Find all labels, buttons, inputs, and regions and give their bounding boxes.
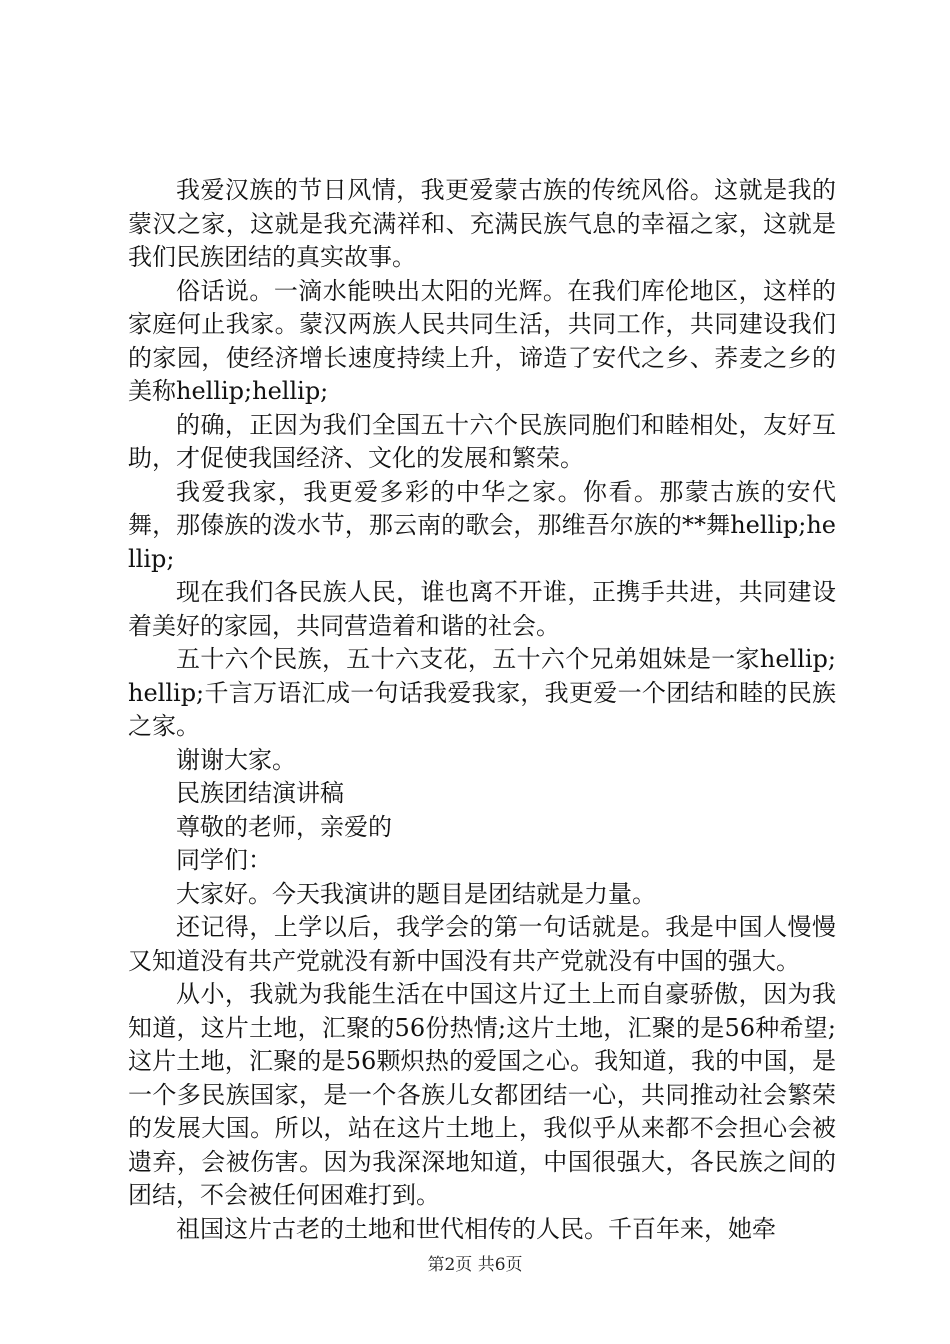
paragraph: 五十六个民族，五十六支花，五十六个兄弟姐妹是一家hellip;hellip;千言万语汇成一句话我爱我家，我更爱一个团结和睦的民族之家。: [128, 645, 836, 740]
paragraph: 的确，正因为我们全国五十六个民族同胞们和睦相处，友好互助，才促使我国经济、文化的发展和繁荣。: [128, 410, 836, 472]
paragraph: 现在我们各民族人民，谁也离不开谁，正携手共进，共同建设着美好的家园，共同营造着和谐的社会。: [128, 578, 836, 640]
paragraph: 俗话说。一滴水能映出太阳的光辉。在我们库伦地区，这样的家庭何止我家。蒙汉两族人民共同生活，共同工作，共同建设我们的家园，使经济增长速度持续上升，谛造了安代之乡、荞麦之乡的美称hellip;hellip;: [128, 276, 836, 405]
salutation-line: 同学们：: [176, 846, 272, 874]
paragraph: 祖国这片古老的土地和世代相传的人民。千百年来，她牵: [176, 1214, 776, 1243]
paragraph: 我爱我家，我更爱多彩的中华之家。你看。那蒙古族的安代舞，那傣族的泼水节，那云南的歌会，那维吾尔族的**舞hellip;hellip;: [128, 477, 836, 573]
paragraph: 大家好。今天我演讲的题目是团结就是力量。: [176, 879, 656, 908]
speech-title: 民族团结演讲稿: [176, 779, 344, 807]
paragraph: 谢谢大家。: [176, 745, 296, 774]
document-body: [128, 174, 836, 1246]
paragraph: 我爱汉族的节日风情，我更爱蒙古族的传统风俗。这就是我的蒙汉之家，这就是我充满祥和、充满民族气息的幸福之家，这就是我们民族团结的真实故事。: [128, 176, 836, 271]
salutation-line: 尊敬的老师，亲爱的: [176, 812, 392, 841]
paragraph: 从小，我就为我能生活在中国这片辽土上而自豪骄傲，因为我知道，这片土地，汇聚的56份热情;这片土地，汇聚的是56种希望;这片土地，汇聚的是56颗炽热的爱国之心。我知道，我的中国，是一个多民族国家，是一个各族儿女都团结一心，共同推动社会繁荣的发展大国。所以，站在这片土地上，我似乎从来都不会担心会被遗弃，会被伤害。因为我深深地知道，中国很强大，各民族之间的团结，不会被任何困难打到。: [128, 980, 836, 1209]
page-number: 第2页 共6页: [427, 1255, 523, 1275]
paragraph: 还记得，上学以后，我学会的第一句话就是。我是中国人慢慢又知道没有共产党就没有新中国没有共产党就没有中国的强大。: [128, 913, 836, 975]
page-footer: [0, 1250, 950, 1275]
